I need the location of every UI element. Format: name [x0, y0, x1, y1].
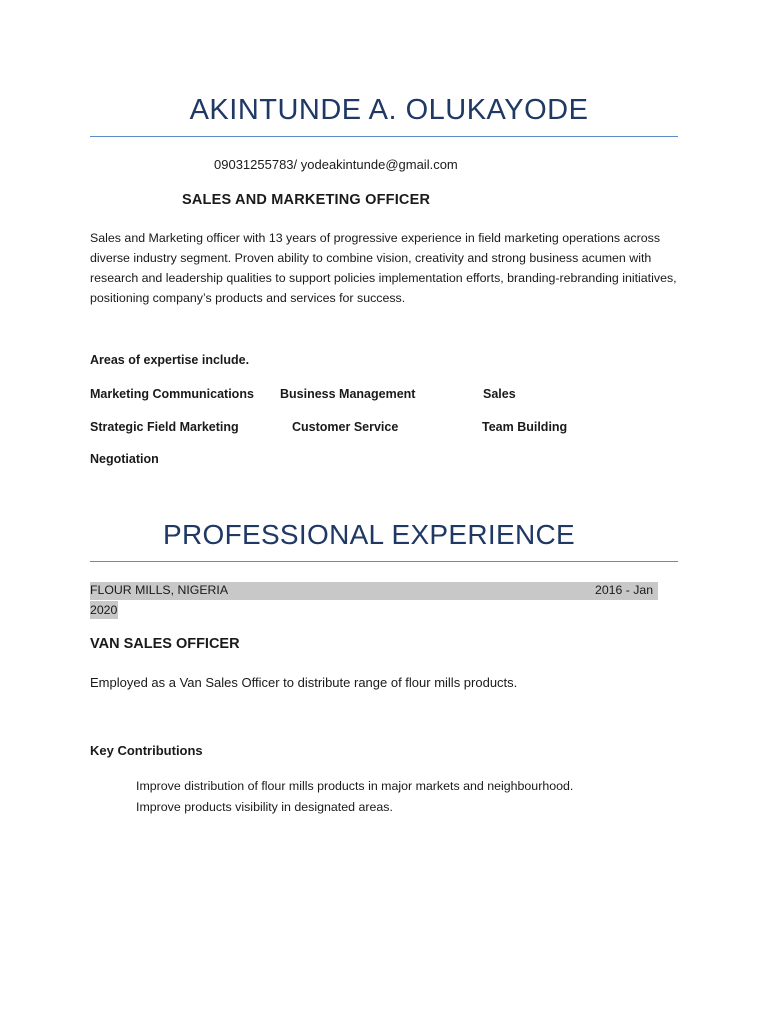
expertise-item: Marketing Communications: [90, 387, 254, 401]
expertise-item: Team Building: [482, 420, 568, 434]
job-company: FLOUR MILLS, NIGERIA: [90, 583, 229, 597]
contributions-list: [136, 776, 573, 818]
professional-summary: Sales and Marketing officer with 13 years of progressive experience in field marketing operations across diverse industry segment. Proven ability to combine vision, creativity and strong business acumen with research and leadership qualities to support policies implementation efforts, branding-rebranding initiatives, positioning company’s products and services for success.: [90, 231, 677, 305]
contact-info: 09031255783/ yodeakintunde@gmail.com: [214, 157, 458, 172]
expertise-item: Sales: [483, 387, 516, 401]
expertise-item: Strategic Field Marketing: [90, 420, 239, 434]
expertise-item: Business Management: [280, 387, 416, 401]
expertise-heading: Areas of expertise include.: [90, 353, 250, 367]
expertise-item: Negotiation: [90, 452, 159, 466]
header-divider: [90, 136, 678, 137]
candidate-name: AKINTUNDE A. OLUKAYODE: [189, 94, 589, 126]
expertise-item: Customer Service: [292, 420, 399, 434]
experience-divider: [90, 561, 678, 562]
contribution-item: Improve distribution of flour mills products in major markets and neighbourhood.: [136, 779, 574, 793]
job-description: Employed as a Van Sales Officer to distribute range of flour mills products.: [90, 675, 518, 690]
job-role: VAN SALES OFFICER: [90, 636, 240, 652]
job-title: SALES AND MARKETING OFFICER: [182, 192, 431, 208]
experience-section-title: PROFESSIONAL EXPERIENCE: [163, 519, 575, 550]
contribution-item: Improve products visibility in designated areas.: [136, 800, 393, 814]
job-period-end: 2020: [90, 603, 118, 617]
job-period-start: 2016 - Jan: [595, 583, 654, 597]
contributions-heading: Key Contributions: [90, 743, 203, 758]
